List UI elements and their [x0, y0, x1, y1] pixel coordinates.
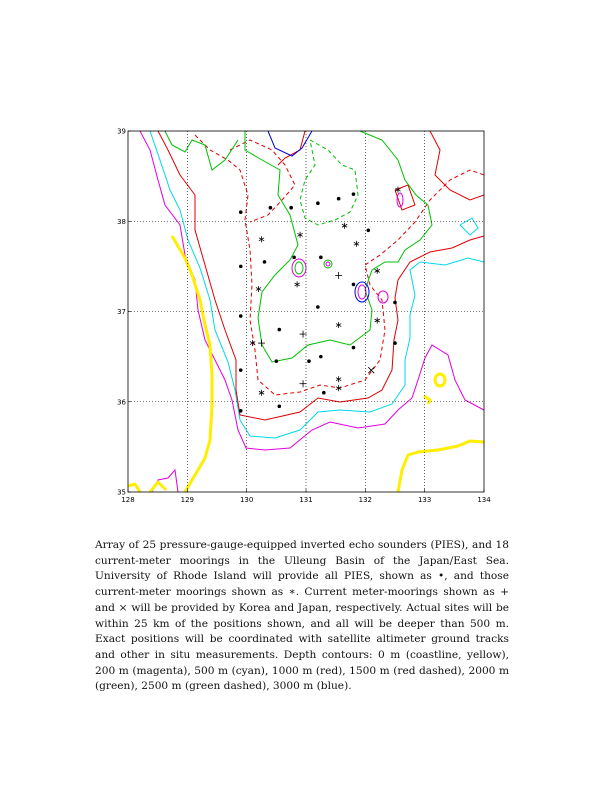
- contour-1000m-ne: [278, 131, 484, 210]
- us-mooring-marker: [375, 318, 380, 324]
- pies-site-marker: [319, 256, 323, 260]
- pies-site-marker: [393, 301, 397, 305]
- x-tick-label: 130: [239, 496, 254, 504]
- korea-mooring-marker: [335, 272, 342, 279]
- pies-site-marker: [307, 359, 311, 363]
- seamount-rings: [292, 193, 403, 303]
- pies-site-marker: [275, 359, 279, 363]
- us-mooring-marker: [342, 223, 347, 229]
- us-mooring-marker: [294, 281, 299, 287]
- y-tick-label: 36: [117, 398, 126, 407]
- pies-site-marker: [367, 228, 371, 232]
- korea-mooring-marker: [300, 331, 307, 338]
- pies-site-marker: [239, 265, 243, 269]
- y-tick-label: 35: [117, 488, 126, 497]
- us-mooring-marker: [336, 322, 341, 328]
- contour-2000m-nw: [165, 131, 238, 170]
- pies-site-marker: [292, 256, 296, 260]
- contour-500m-east: [460, 218, 478, 235]
- pies-site-marker: [239, 314, 243, 318]
- pies-site-marker: [352, 346, 356, 350]
- us-mooring-marker: [297, 232, 302, 238]
- contour-1500m: [195, 135, 484, 395]
- x-tick-label: 131: [299, 496, 313, 504]
- x-tick-label: 129: [180, 496, 195, 504]
- us-mooring-marker: [354, 241, 359, 247]
- us-mooring-marker: [259, 236, 264, 242]
- x-tick-label: 134: [477, 496, 491, 504]
- pies-site-marker: [263, 260, 267, 264]
- pies-site-marker: [393, 341, 397, 345]
- contour-2500m: [300, 140, 358, 225]
- y-tick-label: 37: [117, 308, 126, 316]
- instrument-sites: [239, 187, 401, 413]
- korea-mooring-marker: [258, 340, 265, 347]
- pies-site-marker: [239, 409, 243, 413]
- us-mooring-marker: [256, 286, 261, 292]
- us-mooring-marker: [259, 390, 264, 396]
- pies-site-marker: [278, 328, 282, 332]
- pies-site-marker: [239, 368, 243, 372]
- pies-site-marker: [316, 305, 320, 309]
- y-tick-label: 39: [117, 127, 126, 136]
- us-mooring-marker: [336, 376, 341, 382]
- pies-site-marker: [352, 192, 356, 196]
- pies-site-marker: [269, 206, 273, 210]
- korea-mooring-marker: [300, 380, 307, 387]
- pies-site-marker: [278, 404, 282, 408]
- pies-site-marker: [316, 201, 320, 205]
- us-mooring-marker: [375, 268, 380, 274]
- pies-site-marker: [337, 197, 341, 201]
- grid-lines: [128, 131, 484, 492]
- x-tick-label: 132: [358, 496, 373, 504]
- coastline: [128, 236, 484, 492]
- pies-site-marker: [352, 283, 356, 287]
- x-tick-label: 133: [417, 496, 432, 504]
- pies-site-marker: [289, 206, 293, 210]
- pies-site-marker: [239, 210, 243, 214]
- pies-site-marker: [322, 391, 326, 395]
- figure-caption: Array of 25 pressure-gauge-equipped inverted echo sounders (PIES), and 18 current-meter moorings in the Ulleung Basin of the Japan/East Sea. University of Rhode Island will provide all PIES, shown as •, and those current-meter moorings shown as ∗. Current meter-moorings shown as + and × will be provided by Korea and Japan, respectively. Actual sites will be within 25 km of the positions shown, and all will be deeper than 500 m. Exact positions will be coordinated with satellite altimeter ground tracks and other in situ measurements. Depth contours: 0 m (coastline, yellow), 200 m (magenta), 500 m (cyan), 1000 m (red), 1500 m (red dashed), 2000 m (green), 2500 m (green dashed), 3000 m (blue).: [95, 539, 509, 693]
- x-tick-label: 128: [121, 496, 135, 504]
- pies-site-marker: [319, 355, 323, 359]
- contour-500m: [150, 131, 484, 438]
- y-tick-label: 38: [117, 217, 126, 226]
